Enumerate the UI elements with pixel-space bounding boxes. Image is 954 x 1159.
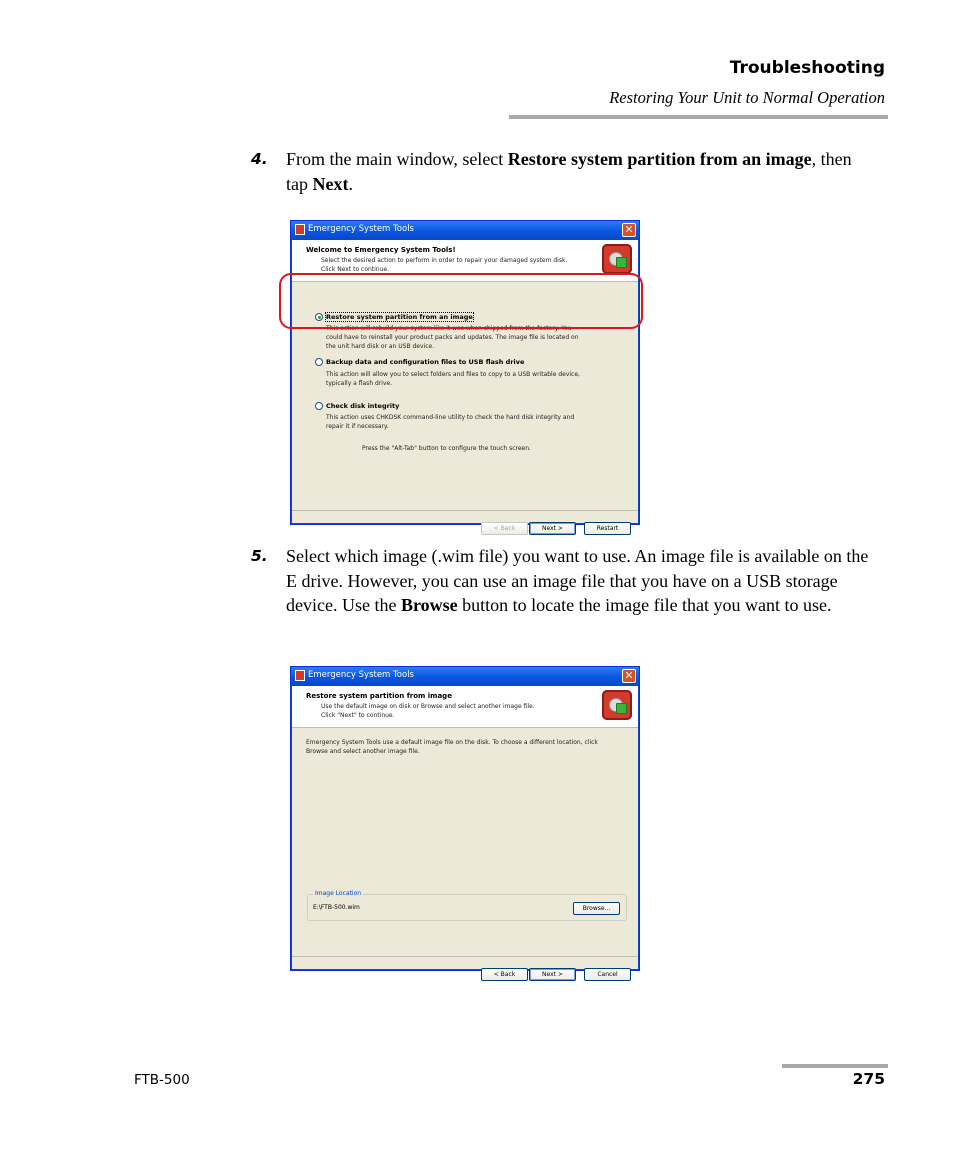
image-path-value: E:\FTB-500.wim — [313, 904, 360, 911]
app-icon — [295, 224, 305, 235]
back-button[interactable]: < Back — [481, 968, 528, 981]
window-title: Emergency System Tools — [308, 670, 414, 680]
disk-repair-icon — [602, 690, 632, 720]
browse-button[interactable]: Browse... — [573, 902, 620, 915]
wizard-heading: Welcome to Emergency System Tools! — [306, 246, 456, 254]
button-row-divider — [292, 510, 638, 511]
title-bar[interactable] — [291, 667, 639, 686]
option-label: Restore system partition from an image — [326, 313, 473, 321]
step-4 — [251, 147, 871, 196]
option-description: This action will allow you to select folders and files to copy to a USB writable device, typically a flash drive. — [326, 371, 580, 387]
touchscreen-hint: Press the "Alt-Tab" button to configure the touch screen. — [362, 445, 531, 452]
running-header-subtitle: Restoring Your Unit to Normal Operation — [609, 88, 885, 107]
radio-icon[interactable] — [315, 358, 323, 366]
wizard-header — [292, 686, 638, 728]
emergency-tools-window-2 — [290, 666, 640, 978]
disk-repair-icon — [602, 244, 632, 274]
step-text: Select which image (.wim file) you want to use. An image file is available on the E drive. However, you can use an image file that you have on a USB storage device. Use the Browse button to locate the image file that you want to use. — [286, 546, 869, 615]
wizard-heading: Restore system partition from image — [306, 692, 452, 700]
button-row-divider — [292, 956, 638, 957]
close-button[interactable]: ✕ — [622, 669, 636, 683]
step-text: From the main window, select Restore system partition from an image, then tap Next. — [286, 149, 852, 194]
header-rule — [509, 115, 888, 119]
restart-button[interactable]: Restart — [584, 522, 631, 535]
back-button[interactable]: < Back — [481, 522, 528, 535]
image-location-group — [307, 890, 627, 921]
title-bar[interactable] — [291, 221, 639, 240]
instruction-text: Emergency System Tools use a default image file on the disk. To choose a different location, click Browse and select another image file. — [306, 739, 598, 755]
running-header-title: Troubleshooting — [729, 58, 885, 78]
step-5 — [251, 544, 871, 618]
option-description: This action uses CHKDSK command-line utility to check the hard disk integrity and repair it if necessary. — [326, 414, 575, 430]
group-label: Image Location — [315, 890, 362, 897]
step-number: 5. — [251, 547, 268, 565]
page-number: 275 — [852, 1070, 885, 1088]
footer-rule — [782, 1064, 888, 1068]
cancel-button[interactable]: Cancel — [584, 968, 631, 981]
step-number: 4. — [251, 150, 268, 168]
wizard-description: Use the default image on disk or Browse and select another image file. Click "Next" to continue. — [321, 703, 535, 719]
next-button[interactable]: Next > — [529, 522, 576, 535]
window-client — [292, 686, 638, 978]
app-icon — [295, 670, 305, 681]
red-highlight-callout — [279, 273, 643, 329]
window-title: Emergency System Tools — [308, 224, 414, 234]
next-button[interactable]: Next > — [529, 968, 576, 981]
option-label: Check disk integrity — [326, 402, 400, 410]
radio-icon[interactable] — [315, 402, 323, 410]
footer-product: FTB-500 — [134, 1072, 190, 1088]
emergency-tools-window-1 — [290, 220, 640, 532]
option-label: Backup data and configuration files to USB flash drive — [326, 358, 525, 366]
wizard-description: Select the desired action to perform in order to repair your damaged system disk. Click Next to continue. — [321, 257, 568, 273]
option-description: This action will rebuild your system like it was when shipped from the factory. You could have to reinstall your product packs and updates. The image file is located on the unit hard disk or an USB device. — [326, 325, 579, 350]
close-button[interactable]: ✕ — [622, 223, 636, 237]
